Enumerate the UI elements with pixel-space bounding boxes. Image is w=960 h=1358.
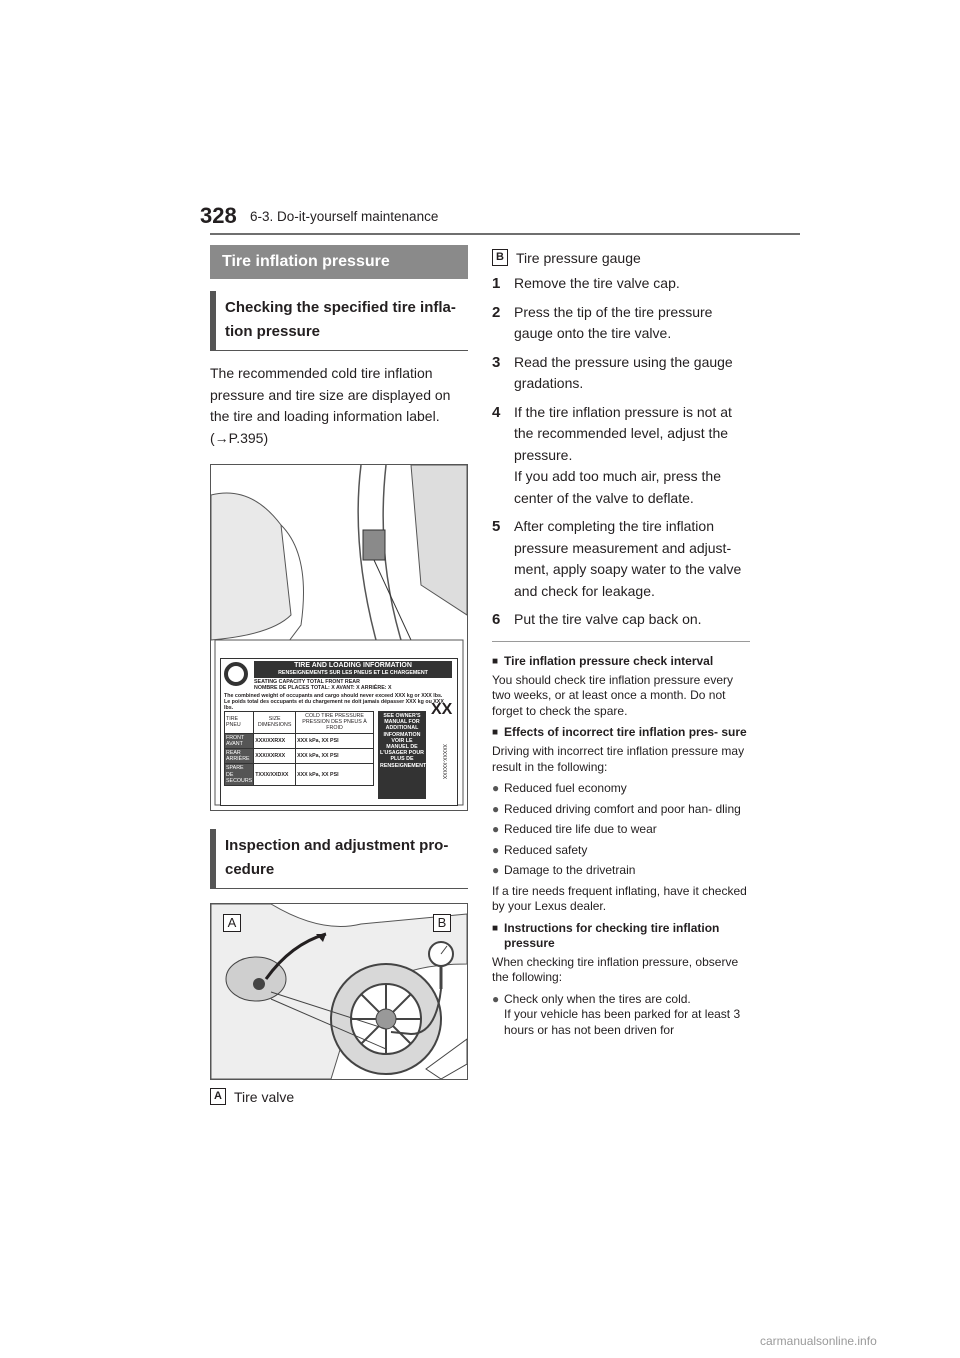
circle-bullet-icon: ● bbox=[492, 991, 500, 1006]
bullet-item: ● Damage to the drivetrain bbox=[492, 863, 636, 877]
bullet-extra-text: If your vehicle has been parked for at least 3 hours or has not been driven for bbox=[504, 1007, 741, 1037]
watermark: carmanualsonline.info bbox=[760, 1334, 877, 1348]
caption-pressure-gauge bbox=[492, 249, 750, 266]
subheading-checking: Checking the specified tire infla- tion pressure bbox=[210, 291, 468, 351]
step-text: Read the pressure using the gauge gradations. bbox=[514, 353, 733, 391]
bullet-item: ● Reduced driving comfort and poor han- dling bbox=[492, 801, 741, 816]
circle-bullet-icon: ● bbox=[492, 863, 500, 877]
square-bullet-icon: ■ bbox=[492, 922, 499, 934]
section-divider bbox=[492, 641, 750, 642]
row-pressure: XXX kPa, XX PSI bbox=[296, 733, 374, 748]
col-header-pressure: COLD TIRE PRESSURE PRESSION DES PNEUS À FROID bbox=[296, 712, 374, 734]
circle-bullet-icon: ● bbox=[492, 781, 500, 795]
placard-serial: XXXXX-XXXXX bbox=[441, 744, 448, 780]
step-extra-text: If you add too much air, press the center of the valve to deflate. bbox=[514, 468, 722, 506]
row-size: XXX/XXRXX bbox=[254, 749, 296, 764]
step-number: 6 bbox=[492, 611, 501, 628]
step-item bbox=[492, 516, 750, 602]
row-size: TXXX/XXDXX bbox=[254, 764, 296, 786]
tire-information-placard bbox=[220, 658, 458, 806]
step-content bbox=[514, 402, 750, 510]
step-text: After completing the tire inflation pressure measurement and adjust- ment, apply soapy water to the valve and check for leakage. bbox=[514, 518, 742, 599]
step-item bbox=[492, 302, 750, 345]
header-rule bbox=[210, 233, 800, 235]
bullet-item bbox=[492, 992, 750, 1039]
figure-label-b: B bbox=[433, 914, 451, 932]
note-heading-interval: ■ Tire inflation pressure check interval bbox=[492, 653, 714, 668]
step-number: 5 bbox=[492, 518, 501, 535]
row-position: SPARE DE SECOURS bbox=[226, 765, 253, 784]
note-text-effects: Driving with incorrect tire inflation pressure may result in the following: bbox=[492, 744, 745, 774]
circle-bullet-icon: ● bbox=[492, 842, 500, 857]
step-number: 4 bbox=[492, 403, 501, 421]
caption-label-b: B bbox=[492, 249, 508, 266]
note-text-instructions: When checking tire inflation pressure, observe the following: bbox=[492, 954, 739, 984]
note-text-interval: You should check tire inflation pressure every two weeks, or at least once a month. Do not forget to check the spare. bbox=[492, 672, 734, 718]
col-header-tire: TIRE PNEU bbox=[225, 712, 254, 734]
page-number: 328 bbox=[200, 203, 237, 228]
caption-text-b: Tire pressure gauge bbox=[516, 249, 641, 266]
intro-paragraph: The recommended cold tire inflation pressure and tire size are displayed on the tire and loading information label. (→P.395) bbox=[210, 365, 451, 446]
placard-heading-fr: RENSEIGNEMENTS SUR LES PNEUS ET LE CHARGEMENT bbox=[278, 670, 428, 676]
step-item bbox=[492, 352, 750, 395]
row-pressure: XXX kPa, XX PSI bbox=[296, 749, 374, 764]
row-position: FRONT AVANT bbox=[225, 733, 254, 748]
inspection-figure bbox=[210, 903, 468, 1080]
bullet-item: ● Reduced tire life due to wear bbox=[492, 822, 657, 836]
step-item bbox=[492, 273, 750, 295]
note-text-dealer: If a tire needs frequent inflating, have it checked by your Lexus dealer. bbox=[492, 883, 747, 913]
circle-bullet-icon: ● bbox=[492, 801, 500, 816]
step-number: 2 bbox=[492, 303, 501, 321]
row-size: XXX/XXRXX bbox=[254, 733, 296, 748]
square-bullet-icon: ■ bbox=[492, 655, 499, 667]
section-heading: Tire inflation pressure bbox=[210, 245, 468, 279]
tire-pressure-table bbox=[224, 711, 374, 786]
right-column bbox=[492, 245, 750, 1043]
step-text: If the tire inflation pressure is not at the recommended level, adjust the pressure. bbox=[514, 403, 732, 463]
tire-label-figure bbox=[210, 464, 468, 811]
combined-weight-en: The combined weight of occupants and cargo should never exceed XXX kg or XXX lbs. bbox=[224, 693, 443, 699]
bullet-item: ● Reduced fuel economy bbox=[492, 781, 627, 795]
row-pressure: XXX kPa, XX PSI bbox=[296, 764, 374, 786]
square-bullet-icon: ■ bbox=[492, 727, 499, 738]
bullet-item: ● Reduced safety bbox=[492, 842, 588, 857]
row-position: REAR ARRIÈRE bbox=[225, 749, 254, 764]
placard-heading-en: TIRE AND LOADING INFORMATION bbox=[294, 662, 412, 669]
placard-code: XX bbox=[431, 701, 453, 718]
bullet-content bbox=[504, 992, 750, 1039]
caption-label-a: A bbox=[210, 1088, 226, 1105]
note-heading-instructions: ■ Instructions for checking tire inflation pressure bbox=[492, 920, 720, 950]
step-item bbox=[492, 609, 750, 631]
tire-icon bbox=[224, 662, 248, 686]
combined-weight-fr: Le poids total des occupants et du chargement ne doit jamais dépasser XXX kg ou XXX lbs. bbox=[224, 699, 444, 712]
bullet-text: Check only when the tires are cold. bbox=[504, 991, 691, 1006]
step-text: Remove the tire valve cap. bbox=[514, 275, 680, 291]
figure-label-a: A bbox=[223, 914, 241, 932]
circle-bullet-icon: ● bbox=[492, 822, 500, 836]
step-text: Press the tip of the tire pressure gauge onto the tire valve. bbox=[514, 303, 713, 341]
subheading-inspection: Inspection and adjustment pro- cedure bbox=[210, 829, 468, 889]
step-number: 3 bbox=[492, 353, 501, 371]
col-header-size: SIZE DIMENSIONS bbox=[254, 712, 296, 734]
step-text: Put the tire valve cap back on. bbox=[514, 611, 702, 627]
seating-row-en: SEATING CAPACITY TOTAL FRONT REAR bbox=[254, 679, 360, 685]
caption-tire-valve bbox=[210, 1088, 468, 1105]
seating-row-fr: NOMBRE DE PLACES TOTAL: X AVANT: X ARRIÈRE: X bbox=[254, 685, 392, 692]
owners-manual-note: SEE OWNER'S MANUAL FOR ADDITIONAL INFORMATION VOIR LE MANUEL DE L'USAGER POUR PLUS DE RENSEIGNEMENTS bbox=[378, 711, 426, 799]
tire-gauge-illustration bbox=[211, 904, 467, 1079]
caption-text-a: Tire valve bbox=[234, 1088, 295, 1105]
left-column bbox=[210, 245, 468, 1105]
step-number: 1 bbox=[492, 275, 501, 292]
step-item bbox=[492, 402, 750, 510]
note-heading-effects: ■ Effects of incorrect tire inflation pres- sure bbox=[492, 725, 747, 739]
section-title: 6-3. Do-it-yourself maintenance bbox=[250, 209, 439, 224]
